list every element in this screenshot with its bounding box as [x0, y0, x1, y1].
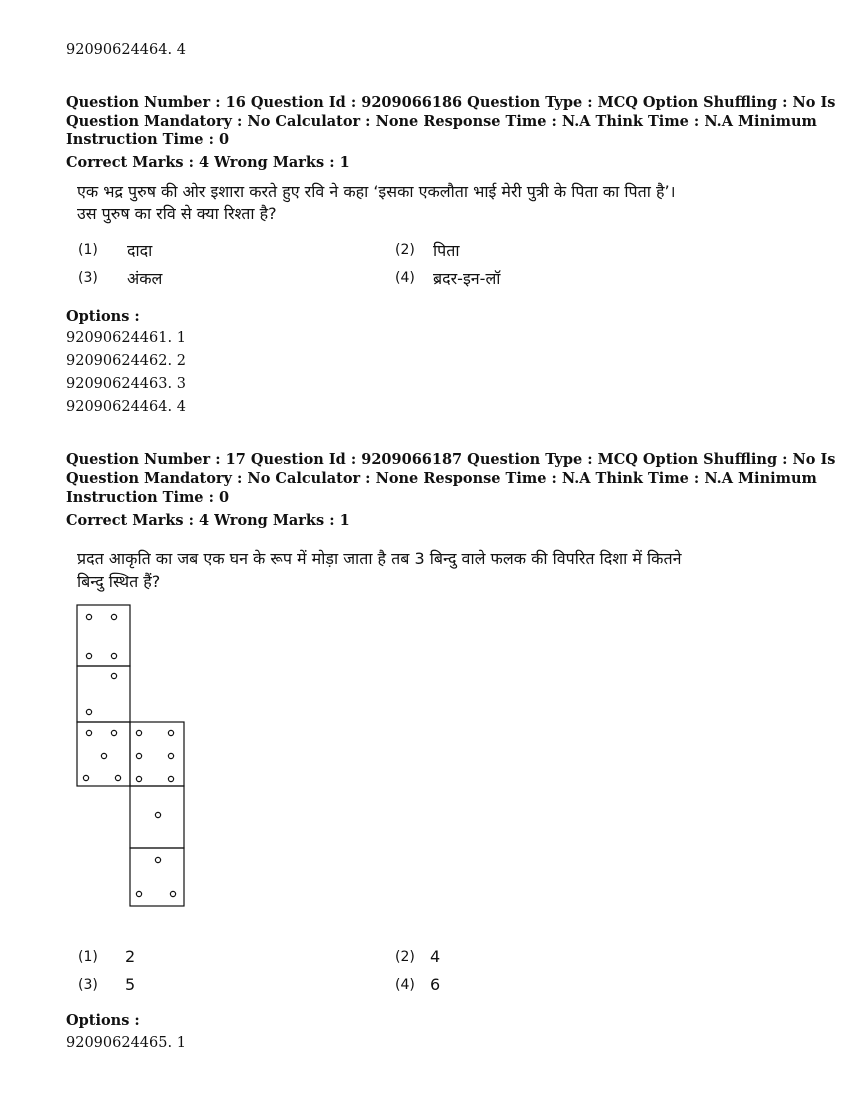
q16-choice-2-text: पिता [433, 241, 460, 260]
q17-choice-1-text: 2 [125, 947, 136, 966]
q16-option-4: 92090624464. 4 [66, 399, 186, 415]
q17-choice-4-num: (4) [395, 977, 415, 993]
q16-meta-line-2: Question Mandatory : No Calculator : None Response Time : N.A Think Time : N.A Minimum [66, 113, 817, 130]
q17-options-label: Options : [66, 1012, 140, 1029]
q16-meta-line-3: Instruction Time : 0 [66, 131, 230, 148]
q16-choice-2-num: (2) [395, 242, 415, 258]
net-face-1 [77, 605, 130, 666]
q17-marks: Correct Marks : 4 Wrong Marks : 1 [66, 512, 350, 529]
q16-choice-4-num: (4) [395, 270, 415, 286]
q16-marks: Correct Marks : 4 Wrong Marks : 1 [66, 154, 350, 171]
q16-option-3: 92090624463. 3 [66, 376, 186, 392]
q16-choice-3-text: अंकल [127, 269, 163, 288]
cube-net-figure [76, 604, 188, 910]
q17-option-1: 92090624465. 1 [66, 1035, 186, 1051]
q16-choice-1-num: (1) [78, 242, 98, 258]
q17-meta-line-2: Question Mandatory : No Calculator : None Response Time : N.A Think Time : N.A Minimum [66, 470, 817, 487]
q17-question-line-1: प्रदत आकृति का जब एक घन के रूप में मोड़ा जाता है तब 3 बिन्दु वाले फलक की विपरित दिशा में कितने [77, 549, 682, 568]
q16-question-line-2: उस पुरुष का रवि से क्या रिश्ता है? [77, 204, 277, 223]
q17-question-line-2: बिन्दु स्थित हैं? [77, 572, 161, 591]
q17-choice-3-text: 5 [125, 975, 136, 994]
q16-option-1: 92090624461. 1 [66, 330, 186, 346]
q17-choice-1-num: (1) [78, 949, 98, 965]
q17-meta-line-1: Question Number : 17 Question Id : 9209066187 Question Type : MCQ Option Shuffling : No Is [66, 451, 836, 468]
q16-choice-3-num: (3) [78, 270, 98, 286]
net-face-6 [130, 848, 184, 906]
q16-options-label: Options : [66, 308, 140, 325]
q16-meta-line-1: Question Number : 16 Question Id : 9209066186 Question Type : MCQ Option Shuffling : No Is [66, 94, 836, 111]
q16-choice-4-text: ब्रदर-इन-लॉ [433, 269, 501, 288]
q16-question-line-1: एक भद्र पुरुष की ओर इशारा करते हुए रवि ने कहा ‘इसका एकलौता भाई मेरी पुत्री के पिता का पिता है’। [77, 182, 676, 201]
q17-choice-4-text: 6 [430, 975, 441, 994]
net-face-2 [77, 666, 130, 722]
q17-choice-2-text: 4 [430, 947, 441, 966]
q17-choice-2-num: (2) [395, 949, 415, 965]
q17-meta-line-3: Instruction Time : 0 [66, 489, 230, 506]
q16-option-2: 92090624462. 2 [66, 353, 186, 369]
q16-choice-1-text: दादा [127, 241, 153, 260]
page-header-line: 92090624464. 4 [66, 42, 186, 58]
q17-choice-3-num: (3) [78, 977, 98, 993]
